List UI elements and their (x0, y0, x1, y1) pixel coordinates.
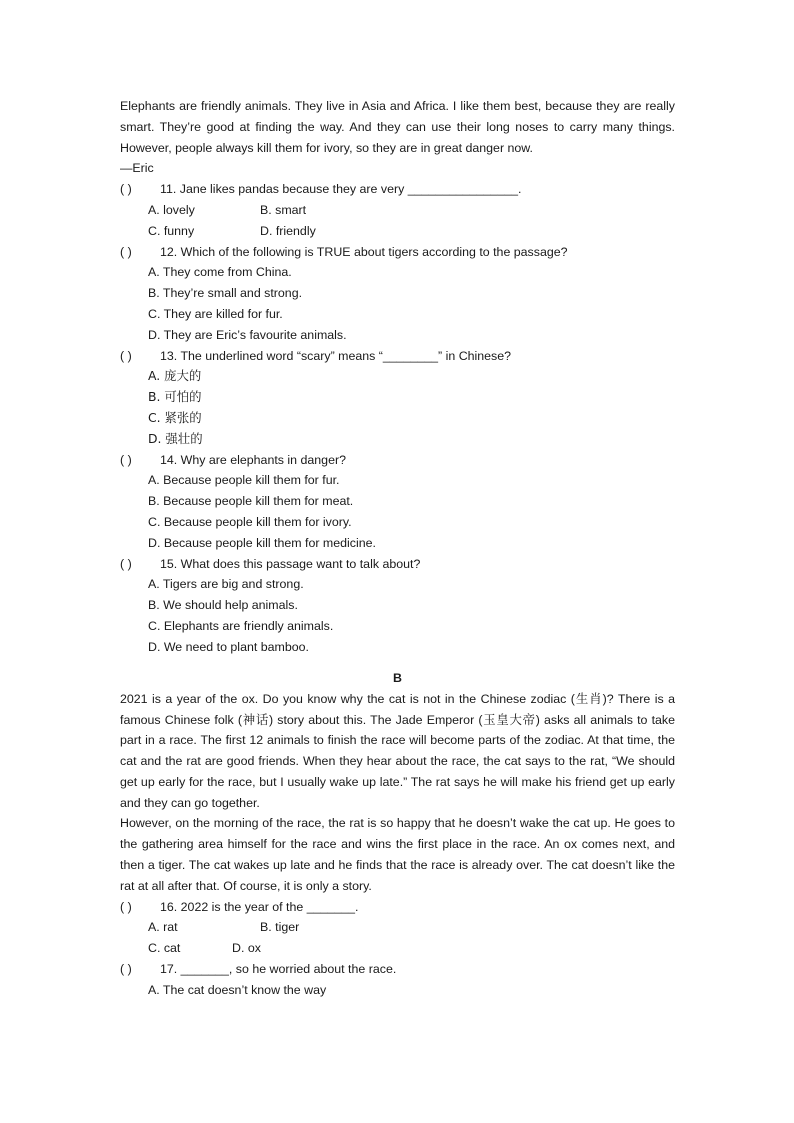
option-c: C. They are killed for fur. (148, 306, 283, 321)
option-d: D. They are Eric’s favourite animals. (148, 327, 347, 342)
option-b: B. We should help animals. (148, 598, 298, 613)
options-row (148, 200, 675, 221)
option-d: D. friendly (260, 223, 316, 238)
question-17 (120, 959, 675, 980)
option-b: B. smart (260, 202, 307, 217)
question-text: 11. Jane likes pandas because they are very ________________. (160, 182, 522, 197)
option-a: A. The cat doesn’t know the way (148, 982, 327, 997)
option-c: C. cat (148, 941, 181, 956)
answer-blank[interactable]: ( ) (120, 962, 132, 977)
option-d: D. 强壮的 (148, 430, 203, 446)
section-heading-b: B (393, 670, 402, 685)
option-a: A. They come from China. (148, 265, 292, 280)
option-d: D. ox (232, 941, 261, 956)
question-16 (120, 897, 675, 918)
answer-blank[interactable]: ( ) (120, 899, 132, 914)
question-13 (120, 346, 675, 367)
question-14 (120, 450, 675, 471)
answer-blank[interactable]: ( ) (120, 348, 132, 363)
question-15 (120, 554, 675, 575)
option-a: A. Because people kill them for fur. (148, 473, 340, 488)
answer-blank[interactable]: ( ) (120, 244, 132, 259)
passage-b-paragraph-2: However, on the morning of the race, the rat is so happy that he doesn’t wake the cat up. He goes to the gathering area himself for the race and wins the first place in the race. An ox comes next, and then a tiger. The cat wakes up late and he finds that the race is already over. The cat doesn’t like the rat at all after that. Of course, it is only a story. (120, 816, 675, 893)
option-c: C. 紧张的 (148, 409, 202, 425)
question-text: 14. Why are elephants in danger? (160, 452, 346, 467)
option-b: B. They’re small and strong. (148, 286, 303, 301)
passage-signature: —Eric (120, 161, 154, 176)
option-b: B. Because people kill them for meat. (148, 494, 354, 509)
option-b: B. tiger (260, 920, 300, 935)
question-text: 12. Which of the following is TRUE about tigers according to the passage? (160, 244, 568, 259)
question-text: 17. _______, so he worried about the race. (160, 962, 397, 977)
option-a: A. rat (148, 920, 178, 935)
option-a: A. Tigers are big and strong. (148, 577, 304, 592)
question-text: 13. The underlined word “scary” means “________” in Chinese? (160, 348, 512, 363)
passage-a-paragraph: Elephants are friendly animals. They live in Asia and Africa. I like them best, because they are really smart. They’re good at finding the way. And they can use their long noses to carry many things. However, people always kill them for ivory, so they are in great danger now. (120, 99, 675, 155)
option-d: D. Because people kill them for medicine. (148, 535, 376, 550)
question-11 (120, 179, 675, 200)
option-a: A. 庞大的 (148, 368, 202, 384)
question-text: 16. 2022 is the year of the _______. (160, 899, 359, 914)
question-12 (120, 242, 675, 263)
answer-blank[interactable]: ( ) (120, 452, 132, 467)
options-row (148, 221, 675, 242)
passage-b-paragraph-1: 2021 is a year of the ox. Do you know why the cat is not in the Chinese zodiac (生肖)? There is a famous Chinese folk (神话) story about this. The Jade Emperor (玉皇大帝) asks all animals to take part in a race. The first 12 animals to finish the race will become parts of the zodiac. At that time, the cat and the rat are good friends. When they hear about the race, the cat says to the rat, “We should get up early for the race, but I usually wake up late.” The rat says he will make his friend get up early and they can go together. (120, 691, 675, 810)
question-text: 15. What does this passage want to talk about? (160, 556, 421, 571)
option-c: C. Elephants are friendly animals. (148, 618, 334, 633)
option-b: B. 可怕的 (148, 389, 202, 405)
options-row (148, 938, 675, 959)
option-d: D. We need to plant bamboo. (148, 639, 309, 654)
answer-blank[interactable]: ( ) (120, 182, 132, 197)
option-c: C. Because people kill them for ivory. (148, 514, 352, 529)
options-row (148, 917, 675, 938)
option-c: C. funny (148, 223, 195, 238)
worksheet-content (120, 96, 675, 1001)
answer-blank[interactable]: ( ) (120, 556, 132, 571)
option-a: A. lovely (148, 202, 195, 217)
